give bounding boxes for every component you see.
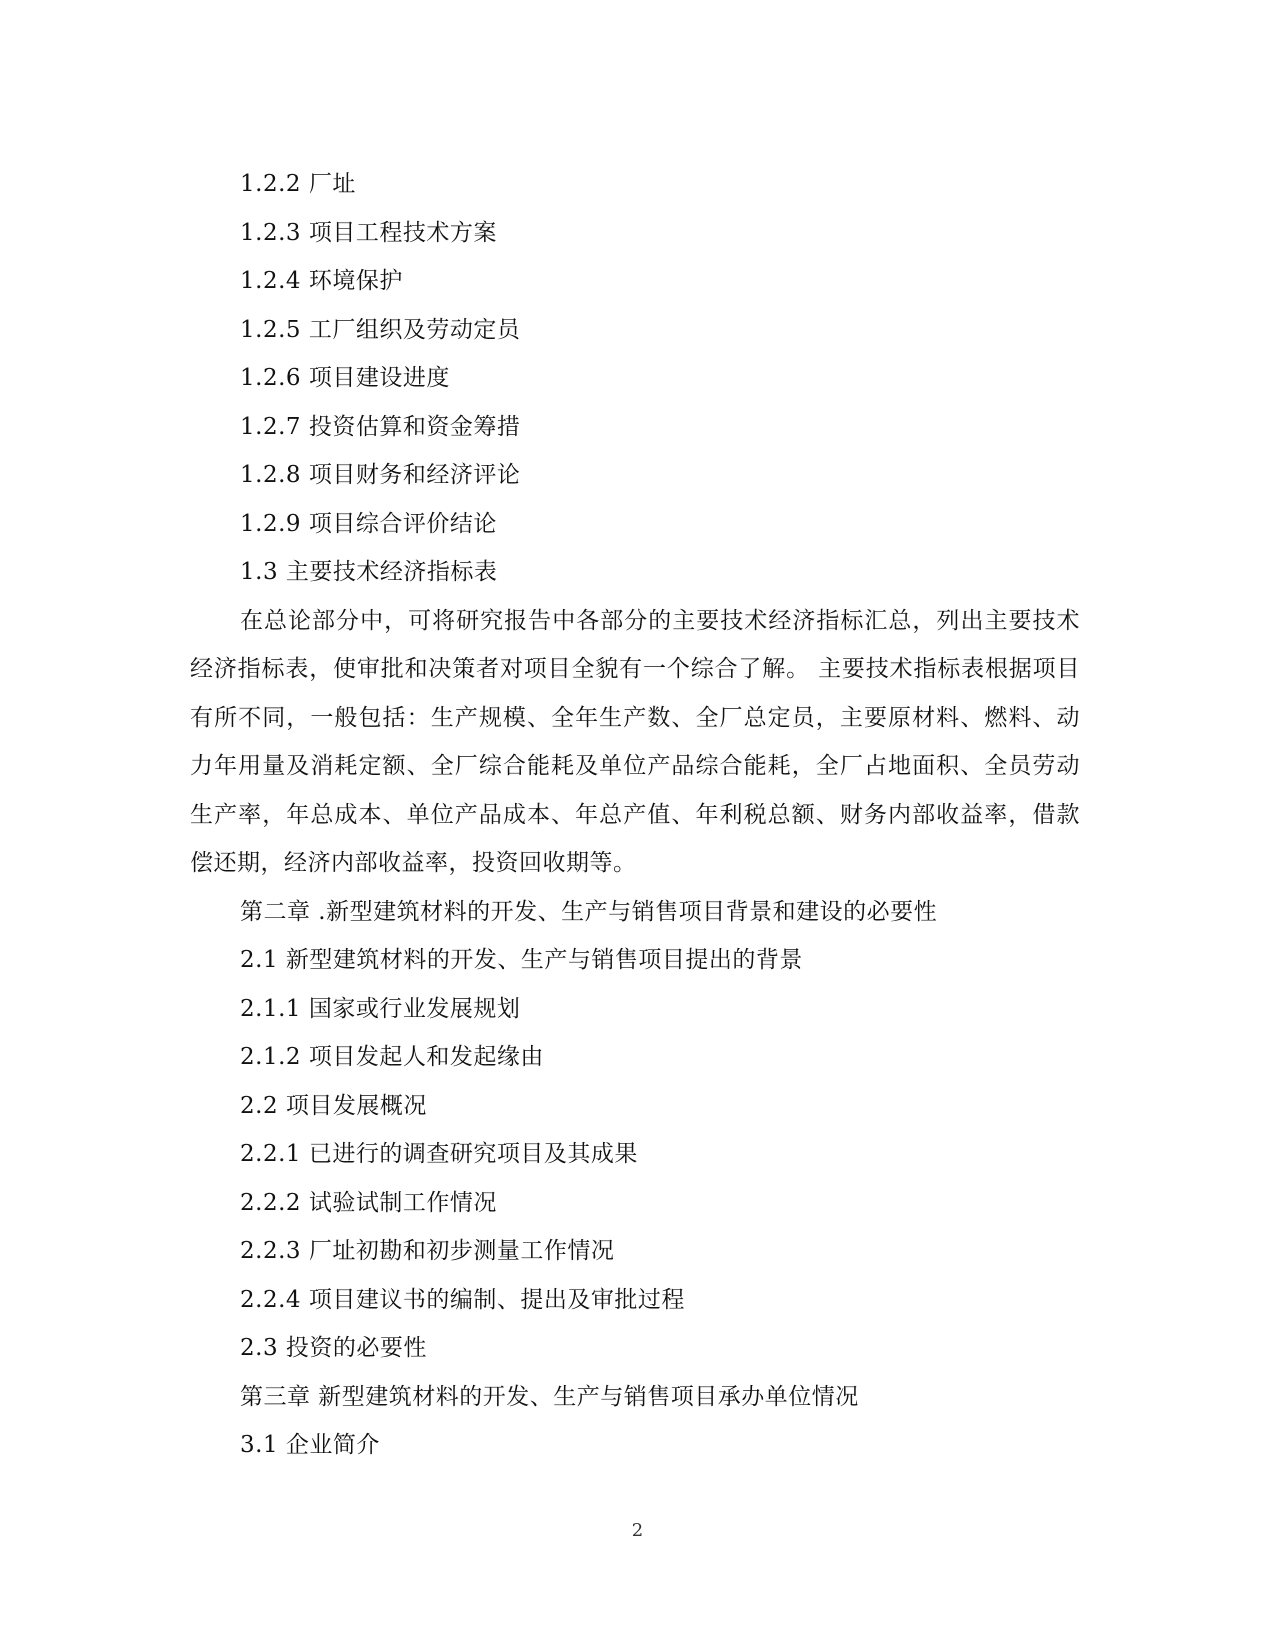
line-1-3: 1.3 主要技术经济指标表	[240, 559, 498, 585]
line-1-2-5: 1.2.5 工厂组织及劳动定员	[240, 316, 521, 343]
line-1-2-7: 1.2.7 投资估算和资金筹措	[240, 413, 521, 440]
summary-paragraph: 在总论部分中，可将研究报告中各部分的主要技术经济指标汇总，列出主要技术经济指标表，使审批和决策者对项目全貌有一个综合了解。 主要技术指标表根据项目有所不同，一般包括：生产规模、全年生产数、全厂总定员，主要原材料、燃料、动力年用量及消耗定额、全厂综合能耗及单位产品综合能耗，全厂占地面积、全员劳动生产率，年总成本、单位产品成本、年总产值、年利税总额、财务内部收益率，借款偿还期，经济内部收益率，投资回收期等。	[190, 607, 1080, 876]
line-1-2-9: 1.2.9 项目综合评价结论	[240, 510, 497, 537]
line-1-2-2: 1.2.2 厂址	[240, 171, 356, 197]
line-2-2: 2.2 项目发展概况	[240, 1092, 427, 1119]
line-2-2-3: 2.2.3 厂址初勘和初步测量工作情况	[240, 1238, 615, 1264]
line-2-1-1: 2.1.1 国家或行业发展规划	[240, 995, 521, 1022]
line-2-2-2: 2.2.2 试验试制工作情况	[240, 1189, 497, 1216]
line-2-2-4: 2.2.4 项目建议书的编制、提出及审批过程	[240, 1286, 685, 1313]
line-3-1: 3.1 企业简介	[240, 1432, 380, 1458]
line-2-1: 2.1 新型建筑材料的开发、生产与销售项目提出的背景	[240, 947, 803, 973]
page-content	[190, 160, 1090, 1470]
line-2-2-1: 2.2.1 已进行的调查研究项目及其成果	[240, 1141, 638, 1167]
line-1-2-8: 1.2.8 项目财务和经济评论	[240, 462, 521, 488]
line-1-2-6: 1.2.6 项目建设进度	[240, 365, 450, 391]
line-2-1-2: 2.1.2 项目发起人和发起缘由	[240, 1044, 544, 1070]
line-1-2-4: 1.2.4 环境保护	[240, 268, 403, 294]
line-1-2-3: 1.2.3 项目工程技术方案	[240, 219, 497, 246]
line-2-3: 2.3 投资的必要性	[240, 1335, 427, 1361]
chapter-3-heading: 第三章 新型建筑材料的开发、生产与销售项目承办单位情况	[240, 1383, 859, 1410]
page-number: 2	[631, 1520, 644, 1541]
chapter-2-heading: 第二章 .新型建筑材料的开发、生产与销售项目背景和建设的必要性	[240, 898, 938, 925]
